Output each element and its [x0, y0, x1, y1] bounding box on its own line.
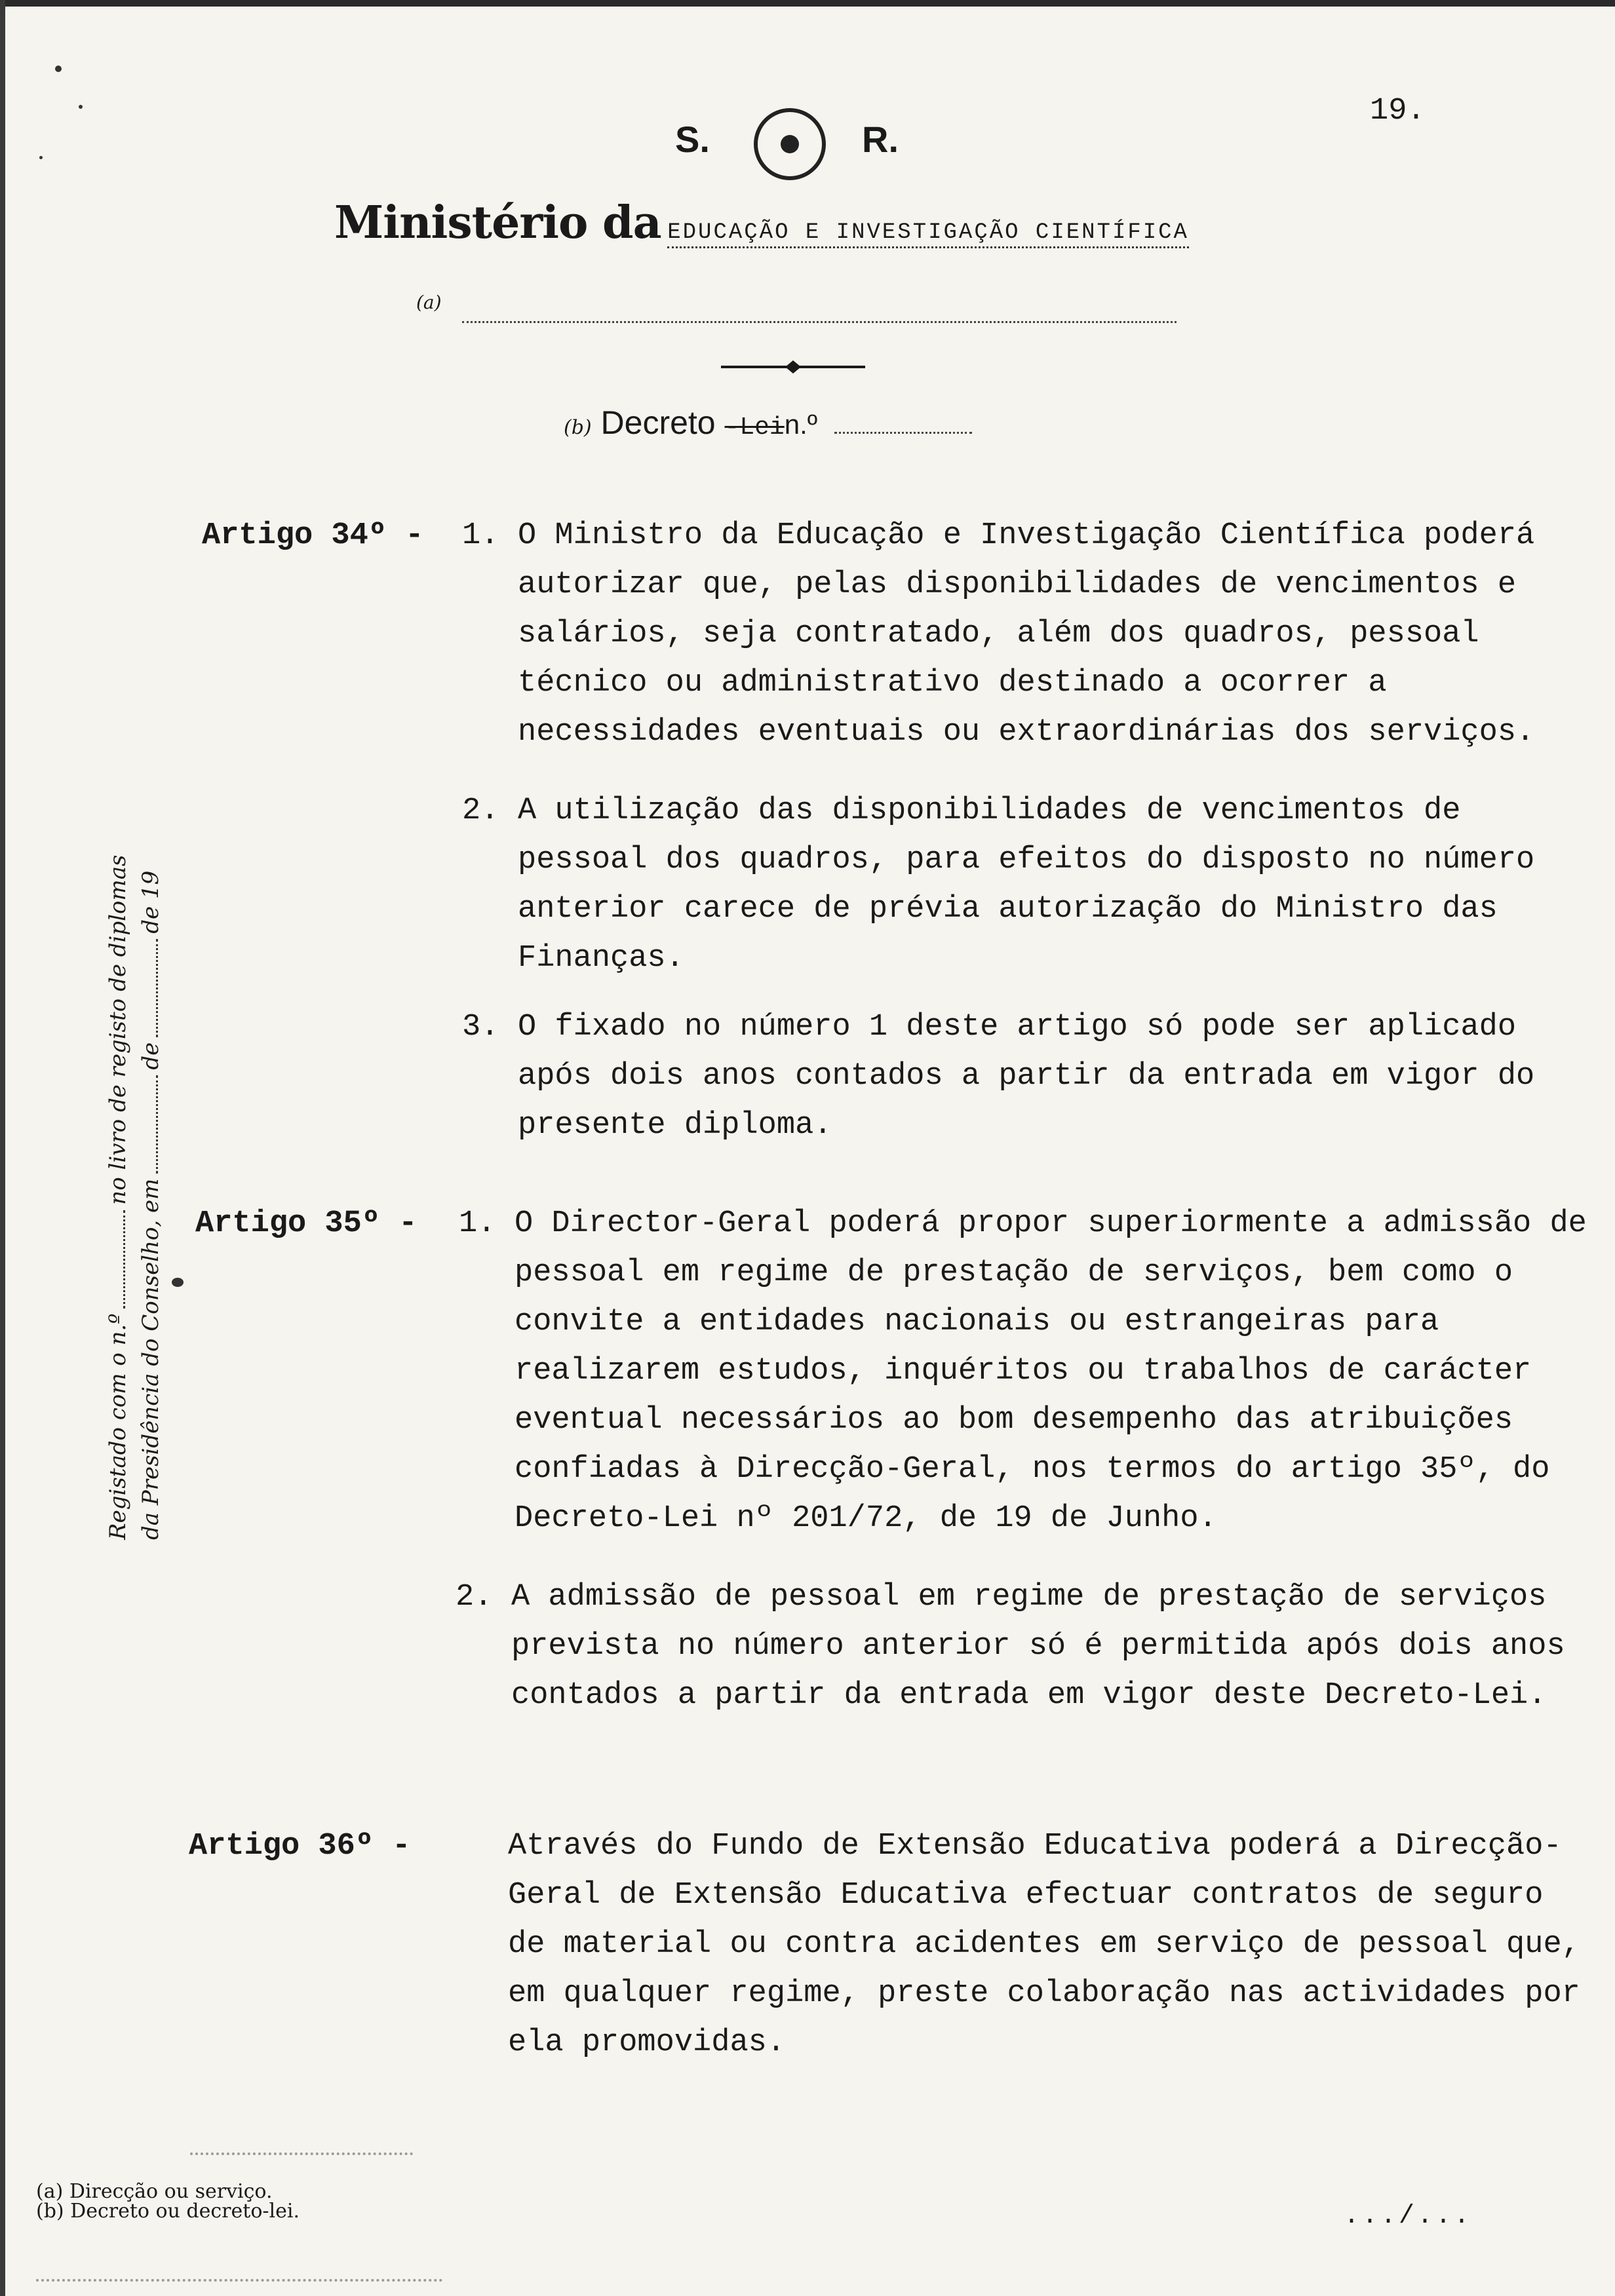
ink-speck [55, 66, 62, 72]
article-label: Artigo 36º - [189, 1829, 411, 1864]
coat-of-arms-icon [744, 98, 836, 190]
decree-lei: -Lei [724, 413, 785, 442]
ink-speck [79, 105, 83, 109]
registry-line-2 [134, 855, 167, 1540]
ministry-name: EDUCAÇÃO E INVESTIGAÇÃO CIENTÍFICA [667, 220, 1189, 248]
article-paragraph: O Ministro da Educação e Investigação Científica poderá autorizar que, pelas disponibilidades de vencimentos e salários, seja contratado, além dos quadros, pessoal técnico ou administrativo destinado a ocorrer a necessidades eventuais ou extraordinárias dos serviços. [518, 518, 1535, 750]
ministry-label: Ministério da [334, 197, 661, 249]
registry-day-blank [156, 1075, 158, 1174]
footnote-b: (b) Decreto ou decreto-lei. [36, 2200, 300, 2223]
registry-date-label: da Presidência do Conselho, em [138, 1178, 164, 1540]
decree-marker: (b) [564, 416, 592, 439]
scan-left-edge [0, 0, 5, 2296]
article-label: Artigo 35º - [195, 1206, 418, 1241]
field-a-marker: (a) [416, 292, 442, 313]
decree-heading [564, 404, 972, 442]
registry-month-blank [156, 939, 158, 1037]
registry-margin-note [102, 855, 167, 1540]
paragraph-number: 1. [459, 1206, 496, 1241]
decree-word: Decreto [600, 404, 716, 441]
article-paragraph: A admissão de pessoal em regime de prestação de serviços prevista no número anterior só é permitida após dois anos contados a partir da entrada em vigor deste Decreto-Lei. [511, 1580, 1565, 1713]
faint-artifact-stroke [190, 2152, 413, 2155]
decree-number-blank [834, 432, 972, 434]
footnote-a: (a) Direcção ou serviço. [36, 2180, 273, 2203]
registry-year-label: de 19 [138, 870, 164, 934]
decree-number-label: n.º [784, 409, 818, 440]
paragraph-number: 2. [462, 794, 499, 828]
scan-top-edge [0, 0, 1615, 7]
paragraph-number: 2. [456, 1580, 493, 1615]
footnotes [36, 2182, 300, 2221]
article-paragraph: Através do Fundo de Extensão Educativa poderá a Direcção-Geral de Extensão Educativa efectuar contratos de seguro de material ou contra acidentes em serviço de pessoal que, em qualquer regime, preste colaboração nas actividades por ela promovidas. [508, 1829, 1580, 2060]
letterhead-right: R. [862, 119, 899, 160]
registry-de-label: de [138, 1042, 164, 1070]
page-number: 19. [1370, 94, 1426, 128]
form-code-stroke [36, 2279, 442, 2282]
article-label: Artigo 34º - [202, 518, 424, 553]
article-paragraph: A utilização das disponibilidades de vencimentos de pessoal dos quadros, para efeitos do disposto no número anterior carece de prévia autorização do Ministro das Finanças. [518, 794, 1535, 976]
letterhead-left: S. [675, 119, 710, 160]
ink-speck [39, 156, 43, 159]
article-paragraph: O Director-Geral poderá propor superiormente a admissão de pessoal em regime de prestação de serviços, bem como o convite a entidades nacionais ou estrangeiras para realizarem estudos, inquéritos ou trabalhos de carácter eventual necessários ao bom desempenho das atribuições confiadas à Direcção-Geral, nos termos do artigo 35º, do Decreto-Lei nº 201/72, de 19 de Junho. [515, 1206, 1587, 1536]
article-paragraph: O fixado no número 1 deste artigo só pode ser aplicado após dois anos contados a partir da entrada em vigor do presente diploma. [518, 1010, 1535, 1143]
field-a-blank [462, 321, 1177, 323]
registry-number-label: Registado com o n.º [105, 1313, 131, 1540]
ink-speck [172, 1278, 184, 1287]
divider-ornament [721, 359, 865, 375]
letterhead [675, 98, 950, 190]
registry-book-label: no livro de registo de diplomas [105, 854, 131, 1205]
ministry-heading [334, 197, 1189, 249]
registry-number-blank [123, 1210, 125, 1309]
continuation-marker: .../... [1344, 2202, 1473, 2231]
paragraph-number: 3. [462, 1010, 499, 1044]
paragraph-number: 1. [462, 518, 499, 553]
registry-line-1 [102, 855, 134, 1540]
